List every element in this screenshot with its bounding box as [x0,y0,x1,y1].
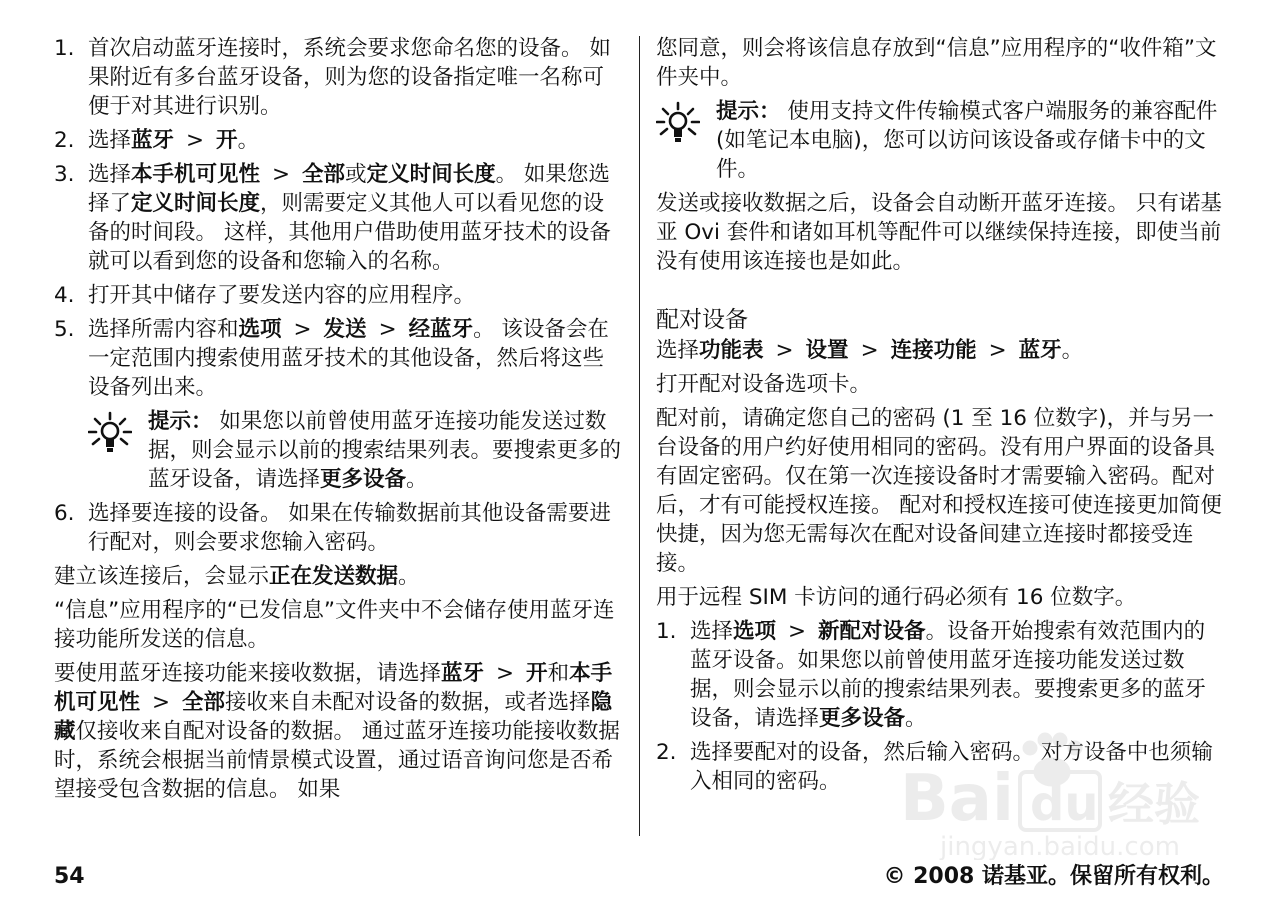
menu-path-on: 开 [216,128,238,153]
step-text: 选择所需内容和 [88,317,239,342]
paragraph: “信息”应用程序的“已发信息”文件夹中不会储存使用蓝牙连接功能所发送的信息。 [54,598,615,652]
tip-label: 提示： [716,99,781,124]
paragraph: 要使用蓝牙连接功能来接收数据，请选择蓝牙 > 开和本手机可见性 > 全部接收来自未配对设备的数据，或者选择隐藏仅接收来自配对设备的数据。 通过蓝牙连接功能接收数据时，系统会根据当前情景模式设置，通过语音询问您是否希望接受包含数据的信息。 如果 [54,661,620,802]
step-number: 5. [54,317,75,342]
path-separator: > [272,162,291,187]
menu-path-all: 全部 [302,162,346,187]
step-number: 2. [54,128,75,153]
paragraph: 您同意，则会将该信息存放到“信息”应用程序的“收件箱”文件夹中。 [656,36,1217,90]
list-item [54,499,624,557]
menu-path-visibility: 本手机可见性 [131,162,261,187]
status-sending-data: 正在发送数据 [269,564,399,589]
step-text: 或 [345,162,367,187]
menu-path-more-devices: 更多设备 [320,467,407,492]
step-number: 1. [54,36,75,61]
menu-path-define-period: 定义时间长度 [131,191,261,216]
list-item [54,281,624,310]
path-separator: > [988,338,1007,363]
paragraph: 建立该连接后，会显示正在发送数据。 [54,564,420,589]
menu-path-options: 选项 [733,619,777,644]
menu-path-visibility: 本手机可见性 [54,661,613,715]
list-item [54,126,624,155]
path-separator: > [152,690,171,715]
step-text: ，则需要定义其他人可以看见您的设备的时间段。 这样，其他用户借助使用蓝牙技术的设备就可以看到您的设备和您输入的名称。 [88,191,611,274]
menu-path-menu: 功能表 [699,338,764,363]
paragraph: 配对前，请确定您自己的密码 (1 至 16 位数字)，并与另一台设备的用户约好使用相同的密码。没有用户界面的设备具有固定密码。仅在第一次连接设备时才需要输入密码。配对后，才有可能授权连接。 配对和授权连接可使连接更加简便快捷，因为您无需每次在配对设备间建立连接时都接受连接。 [656,406,1222,576]
step-text: 选择 [88,128,132,153]
menu-path-bluetooth: 蓝牙 [131,128,175,153]
step-text: 。 该设备会在一定范围内搜索使用蓝牙技术的其他设备，然后将这些设备列出来。 [88,317,609,400]
list-item [54,34,624,121]
send-steps-list-cont [54,499,624,557]
tip-text: 。 [406,467,428,492]
step-number: 4. [54,283,75,308]
step-text: 选择要配对的设备，然后输入密码。 对方设备中也须输入相同的密码。 [690,740,1213,794]
section-heading: 配对设备 [656,307,748,333]
path-separator: > [775,338,794,363]
svg-text:du: du [1030,776,1099,832]
svg-text:Bai: Bai [900,762,1014,836]
paragraph: 用于远程 SIM 卡访问的通行码必须有 16 位数字。 [656,585,1137,610]
column-divider [639,36,640,836]
menu-path-settings: 设置 [805,338,849,363]
step-text: 打开其中储存了要发送内容的应用程序。 [88,283,476,308]
right-column [656,34,1224,801]
step-number: 6. [54,501,75,526]
menu-path-more-devices: 更多设备 [819,706,906,731]
menu-path-on: 开 [526,661,548,686]
path-separator: > [788,619,807,644]
tip-label: 提示： [148,409,213,434]
tip-box [88,407,624,494]
step-text: 首次启动蓝牙连接时，系统会要求您命名您的设备。 如果附近有多台蓝牙设备，则为您的设备指定唯一名称可便于对其进行识别。 [88,36,611,119]
menu-path-send: 发送 [323,317,367,342]
menu-path-all: 全部 [182,690,226,715]
send-steps-list [54,34,624,402]
page-number: 54 [54,864,85,889]
lightbulb-tip-icon [88,411,132,453]
copyright-notice: © 2008 诺基亚。保留所有权利。 [883,864,1224,889]
menu-path-bluetooth: 蓝牙 [1018,338,1062,363]
menu-path-new-paired-device: 新配对设备 [818,619,926,644]
path-separator: > [378,317,397,342]
menu-path-line: 选择功能表 > 设置 > 连接功能 > 蓝牙。 [656,338,1084,363]
path-separator: > [496,661,515,686]
paragraph: 打开配对设备选项卡。 [656,372,872,397]
paragraph: 发送或接收数据之后，设备会自动断开蓝牙连接。 只有诺基亚 Ovi 套件和诸如耳机等配件可以继续保持连接，即使当前没有使用该连接也是如此。 [656,191,1222,274]
step-text: 选择 [88,162,132,187]
menu-path-options: 选项 [238,317,282,342]
step-number: 1. [656,619,677,644]
lightbulb-tip-icon [656,101,700,143]
tip-text: 使用支持文件传输模式客户端服务的兼容配件 (如笔记本电脑)，您可以访问该设备或存储卡中的文件。 [716,99,1218,182]
tip-text: 如果您以前曾使用蓝牙连接功能发送过数据，则会显示以前的搜索结果列表。要搜索更多的蓝牙设备，请选择 [148,409,622,492]
step-text: 。 [237,128,260,153]
path-separator: > [860,338,879,363]
step-number: 2. [656,740,677,765]
path-separator: > [293,317,312,342]
baidu-jingyan-watermark-logo [880,730,1220,860]
menu-path-bluetooth: 蓝牙 [441,661,485,686]
left-column [54,34,624,809]
step-number: 3. [54,162,75,187]
step-text: 。 如果您选择了 [88,162,610,216]
tip-box [656,97,1224,184]
path-separator: > [186,128,205,153]
step-text: 选择要连接的设备。 如果在传输数据前其他设备需要进行配对，则会要求您输入密码。 [88,501,611,555]
list-item [54,315,624,402]
svg-text:经验: 经验 [1108,777,1200,831]
list-item: 1. 选择选项 > 新配对设备。设备开始搜索有效范围内的蓝牙设备。如果您以前曾使用蓝牙连接功能发送过数据，则会显示以前的搜索结果列表。要搜索更多的蓝牙设备，请选择更多设备。 [656,619,1207,731]
svg-text:jingyan.baidu.com: jingyan.baidu.com [940,832,1180,860]
menu-path-via-bluetooth: 经蓝牙 [408,317,474,342]
menu-path-hidden: 隐藏 [54,690,613,744]
menu-path-connectivity: 连接功能 [890,338,977,363]
list-item [54,160,624,276]
menu-path-define-period: 定义时间长度 [366,162,496,187]
